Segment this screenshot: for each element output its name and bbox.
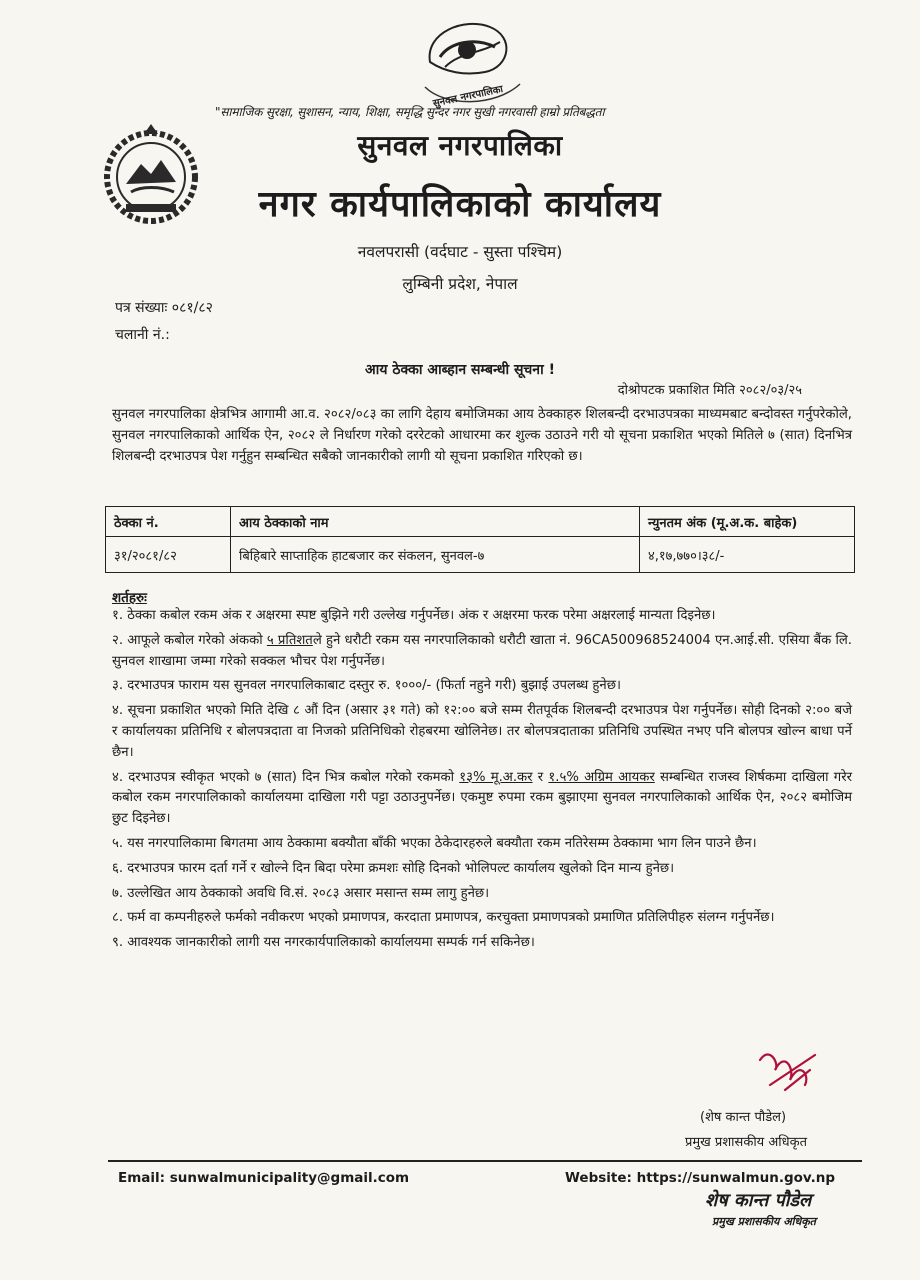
conditions-heading: शर्तहरुः — [112, 590, 147, 606]
table-row — [106, 537, 855, 573]
motto: "सामाजिक सुरक्षा, सुशासन, न्याय, शिक्षा, समृद्धि सुन्दर नगर सुखी नगरवासी हाम्रो प्रतिबद्धता — [215, 105, 605, 119]
condition-text: ले हुने धरौटी रकम यस नगरपालिकाको धरौटी खाता नं. 96CA500968524004 एन.आई.सी. एसिया बैंक लि. सुनवल शाखामा जम्मा गरेको सक्कल भौचर पेश गर्नुपर्नेछ। — [112, 632, 852, 669]
footer-website: Website: https://sunwalmun.gov.np — [565, 1170, 835, 1186]
footer-divider — [108, 1160, 862, 1162]
address-line-2: लुम्बिनी प्रदेश, नेपाल — [402, 275, 518, 293]
deposit-percent: ५ प्रतिशत — [266, 632, 313, 648]
office-name: नगर कार्यपालिकाको कार्यालय — [258, 184, 662, 225]
cell-minimum-amount: ४,१७,७७०।३८/- — [640, 537, 855, 573]
condition-item: ५. यस नगरपालिकामा बिगतमा आय ठेक्कामा बक्यौता बाँकी भएका ठेकेदारहरुले बक्यौता रकम नतिरेसम्म ठेक्कामा भाग लिन पाउने छैन। — [112, 835, 757, 851]
organization-name: सुनवल नगरपालिका — [357, 129, 563, 162]
table-header-row — [106, 507, 855, 537]
condition-item: ९. आवश्यक जानकारीको लागी यस नगरकार्यपालिकाको कार्यालयमा सम्पर्क गर्न सकिनेछ। — [112, 935, 535, 951]
handwritten-signature — [755, 1040, 835, 1104]
condition-item — [112, 631, 852, 673]
condition-item: १. ठेक्का कबोल रकम अंक र अक्षरमा स्पष्ट बुझिने गरी उल्लेख गर्नुपर्नेछ। अंक र अक्षरमा फरक परेमा अक्षरलाई मान्यता दिइनेछ। — [112, 608, 716, 623]
notice-subject: आय ठेक्का आब्हान सम्बन्धी सूचना ! — [365, 362, 555, 378]
letter-number: पत्र संख्याः ०८१/८२ — [115, 300, 213, 316]
footer-email: Email: sunwalmunicipality@gmail.com — [118, 1170, 410, 1186]
officer-stamp-title: प्रमुख प्रशासकीय अधिकृत — [712, 1215, 816, 1228]
condition-item: ८. फर्म वा कम्पनीहरुले फर्मको नवीकरण भएको प्रमाणपत्र, करदाता प्रमाणपत्र, करचुक्ता प्रमाणपत्रको प्रमाणित प्रतिलिपीहरु संलग्न गर्नुपर्नेछ। — [112, 910, 775, 926]
condition-item: ३. दरभाउपत्र फाराम यस सुनवल नगरपालिकाबाट दस्तुर रु. १०००/- (फिर्ता नहुने गरी) बुझाई उपलब्ध हुनेछ। — [112, 678, 621, 694]
conditions-list — [112, 606, 852, 958]
tender-table — [105, 506, 855, 573]
address-line-1: नवलपरासी (वर्दघाट - सुस्ता पश्चिम) — [357, 243, 563, 261]
officer-stamp-name: शेष कान्त पौडेल — [705, 1190, 812, 1211]
signatory-title: प्रमुख प्रशासकीय अधिकृत — [685, 1135, 808, 1150]
condition-item: ७. उल्लेखित आय ठेक्काको अवधि वि.सं. २०८३ असार मसान्त सम्म लागु हुनेछ। — [112, 885, 490, 901]
condition-item — [112, 768, 852, 830]
vat-rate: १३% मू.अ.कर — [459, 769, 533, 785]
advance-tax-rate: १.५% अग्रिम आयकर — [548, 769, 655, 785]
seal-lettering: सुनवल नगरपालिका — [432, 84, 505, 110]
notice-intro: सुनवल नगरपालिका क्षेत्रभित्र आगामी आ.व. २०८२/०८३ का लागि देहाय बमोजिमका आय ठेक्काहरु शिलबन्दी दरभाउपत्रका माध्यमबाट बन्दोवस्त गर्नुपरेकोले, सुनवल नगरपालिकाको आर्थिक ऐन, २०८२ ले निर्धारण गरेको दररेटको आधारमा कर शुल्क उठाउने गरी यो सूचना प्रकाशित भएको मितिले ७ (सात) दिनभित्र शिलबन्दी दरभाउपत्र पेश गर्नुहुन सम्बन्धित सबैको जानकारीको लागी यो सूचना प्रकाशित गरिएको छ। — [112, 407, 852, 464]
header-minimum-amount: न्युनतम अंक (मू.अ.क. बाहेक) — [640, 507, 855, 537]
cell-tender-name: बिहिबारे साप्ताहिक हाटबजार कर संकलन, सुनवल-७ — [231, 537, 640, 573]
condition-text: २. आफूले कबोल गरेको अंकको — [112, 632, 267, 648]
condition-text: र — [532, 769, 549, 785]
dispatch-number: चलानी नं.: — [115, 327, 170, 343]
header-tender-no: ठेक्का नं. — [106, 507, 231, 537]
condition-text: ४. दरभाउपत्र स्वीकृत भएको ७ (सात) दिन भित्र कबोल गरेको रकमको — [112, 769, 460, 785]
cell-tender-no: ३१/२०८१/८२ — [106, 537, 231, 573]
condition-item: ६. दरभाउपत्र फारम दर्ता गर्ने र खोल्ने दिन बिदा परेमा क्रमशः सोहि दिनको भोलिपल्ट कार्यालय खुलेको दिन मान्य हुनेछ। — [112, 860, 675, 876]
condition-item: ४. सूचना प्रकाशित भएको मिति देखि ८ औं दिन (असार ३१ गते) को १२:०० बजे सम्म रीतपूर्वक शिलबन्दी दरभाउपत्र पेश गर्नुपर्नेछ। सोही दिनको २:०० बजे र कार्यालयका प्रतिनिधि र बोलपत्रदाता वा निजको प्रतिनिधिको रोहबरमा खोलिनेछ। तर बोलपत्रदाताका प्रतिनिधि उपस्थित नभए पनि बोलपत्र खोल्न बाधा पर्ने छैन। — [112, 703, 852, 760]
publication-date: दोश्रोपटक प्रकाशित मिति २०८२/०३/२५ — [617, 383, 802, 398]
header-tender-name: आय ठेक्काको नाम — [231, 507, 640, 537]
condition-text: सम्बन्धित राजस्व शिर्षकमा दाखिला गरेर कबोल रकम नगरपालिकाको कार्यालयमा दाखिला गरी पट्टा उठाउनुपर्नेछ। एकमुष्ट रुपमा रकम बुझाएमा सुनवल नगरपालिकाको आर्थिक ऐन, २०८२ बमोजिम छुट दिइनेछ। — [112, 769, 852, 827]
signatory-name: (शेष कान्त पौडेल) — [700, 1110, 787, 1125]
